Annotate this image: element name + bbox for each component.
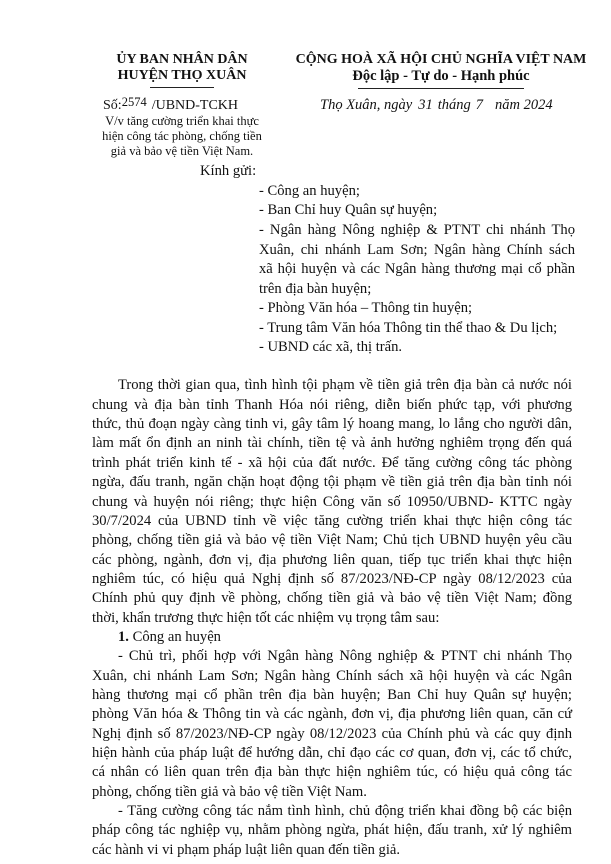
recipient-item: Xuân, chi nhánh Lam Sơn; Ngân hàng Chính sách <box>259 242 575 258</box>
section-title: Công an huyện <box>132 629 221 645</box>
org-name-line1: ỦY BAN NHÂN DÂN <box>116 52 248 67</box>
section-line: phòng, chống tiền giả và bảo vệ tiền Việt Nam. <box>92 784 367 800</box>
paragraph-line: chung và địa bàn tỉnh Thanh Hóa nói riêng, diễn biến phức tạp, với phương <box>92 397 572 413</box>
paragraph-line: thức, thủ đoạn ngày càng tinh vi, gây tâm lý hoang mang, lo lắng cho người dân, <box>92 416 572 432</box>
org-name-line2: HUYỆN THỌ XUÂN <box>117 68 247 83</box>
place-date <box>320 97 553 114</box>
subject-line: giả và bảo vệ tiền Việt Nam. <box>110 144 254 158</box>
section-line: Nghị định số 87/2023/NĐ-CP ngày 08/12/2023 của Chính phủ và các quy định <box>92 726 572 742</box>
date-month: 7 <box>475 97 484 113</box>
paragraph-line: Trong thời gian qua, tình hình tội phạm về tiền giả trên địa bàn cả nước nói <box>118 377 572 393</box>
paragraph-line: thời, khẩn trương thực hiện tốt các nhiệm vụ trọng tâm sau: <box>92 610 440 626</box>
recipient-item: - Ban Chỉ huy Quân sự huyện; <box>259 202 438 218</box>
section-line: hàng thương mại cổ phần trên địa bàn huyện; Ban Chỉ huy Quân sự huyện; <box>92 687 572 703</box>
section-number: 1. <box>118 629 129 645</box>
place-date-prefix: Thọ Xuân, ngày <box>320 97 413 113</box>
doc-number <box>103 95 239 114</box>
org-underline <box>150 87 214 88</box>
paragraph-line: nghiêm túc, có hiệu quả Nghị định số 87/2023/NĐ-CP ngày 08/12/2023 của <box>92 571 572 587</box>
recipient-item: trên địa bàn huyện; <box>259 281 372 297</box>
paragraph-line: Chính phủ quy định về phòng, chống tiền giả và bảo vệ tiền Việt Nam; đồng <box>92 590 572 606</box>
section-line: - Chủ trì, phối hợp với Ngân hàng Nông nghiệp & PTNT chi nhánh Thọ <box>118 648 572 664</box>
subject-line: V/v tăng cường triển khai thực <box>105 114 259 128</box>
motto-underline <box>358 88 524 89</box>
section-line: Xuân, chi nhánh Lam Sơn; Ngân hàng Chính sách xã hội huyện và các Ngân <box>92 668 572 684</box>
date-day: 31 <box>418 97 433 113</box>
recipient-item: - Phòng Văn hóa – Thông tin huyện; <box>259 300 473 316</box>
paragraph-line: 30/7/2024 của UBND tỉnh về việc tăng cường triển khai thực hiện công tác <box>92 513 572 529</box>
paragraph-line: làm mất ổn định an ninh tài chính, tiền tệ và ảnh hưởng nghiêm trọng đến quá <box>92 435 572 451</box>
section-line: hiện hành của pháp luật để hướng dẫn, chỉ đạo các cơ quan, đơn vị, các tổ chức, <box>92 745 572 761</box>
paragraph-line: phòng, chống tiền giả và bảo vệ tiền Việt Nam; Chủ tịch UBND huyện yêu cầu <box>92 532 572 548</box>
section-line: - Tăng cường công tác nắm tình hình, chủ động triển khai đồng bộ các biện <box>118 803 572 819</box>
subject-line: hiện công tác phòng, chống tiền <box>102 129 262 143</box>
section-line: các hành vi vi phạm pháp luật liên quan đến tiền giả. <box>92 842 400 858</box>
date-year: năm 2024 <box>495 97 553 113</box>
paragraph-line: các phòng, ngành, đơn vị, địa phương liên quan, tiếp tục triển khai thực hiện <box>92 552 572 568</box>
section-line: phòng Văn hóa & Thông tin và các ngành, đơn vị, địa phương liên quan, căn cứ <box>92 706 572 722</box>
paragraph-line: chung và huyện nói riêng; thực hiện Công văn số 10950/UBND- KTTC ngày <box>92 494 572 510</box>
section-line: pháp công tác nghiệp vụ, nhằm phòng ngừa, phát hiện, đấu tranh, xử lý nghiêm <box>92 822 572 838</box>
section-heading <box>118 628 221 647</box>
nation-motto: Độc lập - Tự do - Hạnh phúc <box>352 68 530 84</box>
recipient-item: - UBND các xã, thị trấn. <box>259 339 403 355</box>
recipient-item: - Ngân hàng Nông nghiệp & PTNT chi nhánh Thọ <box>259 222 575 238</box>
doc-number-suffix: /UBND-TCKH <box>151 98 239 113</box>
recipient-item: - Trung tâm Văn hóa Thông tin thể thao & Du lịch; <box>259 320 558 336</box>
nation-title: CỘNG HOÀ XÃ HỘI CHỦ NGHĨA VIỆT NAM <box>295 52 587 67</box>
doc-number-value: 2574 <box>121 95 147 109</box>
date-month-label: tháng <box>437 97 471 113</box>
recipients-label: Kính gửi: <box>200 163 257 179</box>
recipient-item: - Công an huyện; <box>259 183 360 199</box>
doc-number-prefix: Số: <box>103 98 122 113</box>
paragraph-line: trình phát triển kinh tế - xã hội của đất nước. Để tăng cường công tác phòng <box>92 455 572 471</box>
section-line: cá nhân có liên quan trên địa bàn thực hiện nghiêm túc, có hiệu quả công tác <box>92 764 572 780</box>
recipient-item: xã hội huyện và các Ngân hàng thương mại cổ phần <box>259 261 575 277</box>
paragraph-line: ngừa, đấu tranh, ngăn chặn hoạt động tội phạm về tiền giả trên địa bàn tỉnh nói <box>92 474 572 490</box>
